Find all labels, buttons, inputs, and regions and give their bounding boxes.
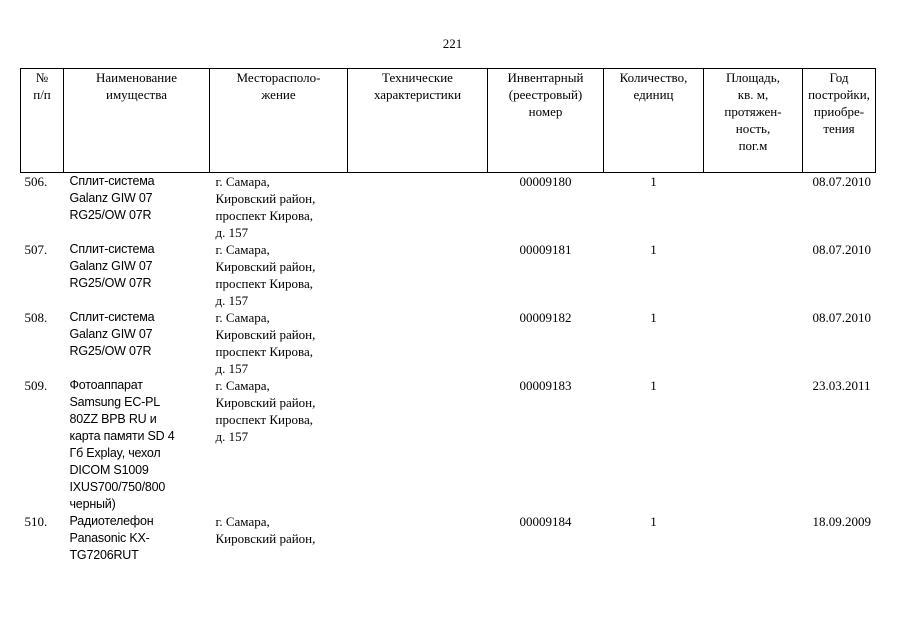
header-line: кв. м, <box>737 87 769 102</box>
item-location-line: проспект Кирова, <box>215 412 313 427</box>
item-name-line: Samsung EC-PL <box>69 395 160 409</box>
table-header <box>21 69 876 173</box>
item-location-line: Кировский район, <box>215 395 316 410</box>
item-location-line: д. 157 <box>215 293 249 308</box>
item-location-line: г. Самара, <box>215 514 270 529</box>
item-name-line: Galanz GIW 07 <box>69 191 153 205</box>
inventory-table <box>20 68 876 564</box>
item-name-line: IXUS700/750/800 <box>69 480 166 494</box>
header-line: Количество, <box>619 70 688 85</box>
header-line: Наименование <box>96 70 177 85</box>
header-line: Инвентарный <box>507 70 584 85</box>
item-name <box>64 241 210 309</box>
header-line: номер <box>528 104 563 119</box>
header-line: Площадь, <box>726 70 780 85</box>
header-number <box>21 69 64 173</box>
row-number: 509. <box>24 378 48 393</box>
item-location <box>210 173 348 242</box>
inventory-number: 00009183 <box>519 378 572 393</box>
item-location-line: проспект Кирова, <box>215 276 313 291</box>
row-number: 508. <box>24 310 48 325</box>
item-name <box>64 377 210 513</box>
item-name-line: Гб Explay, чехол <box>69 446 161 460</box>
item-date: 08.07.2010 <box>812 242 871 257</box>
table-row <box>21 309 876 377</box>
item-name-line: Galanz GIW 07 <box>69 259 153 273</box>
header-line: жение <box>261 87 296 102</box>
item-location-line: д. 157 <box>215 361 249 376</box>
item-name-line: Радиотелефон <box>69 514 154 528</box>
item-location-line: проспект Кирова, <box>215 344 313 359</box>
header-quantity <box>604 69 704 173</box>
item-area <box>704 309 803 377</box>
item-name-line: черный) <box>69 497 116 511</box>
item-location-line: Кировский район, <box>215 531 316 546</box>
item-quantity: 1 <box>650 242 657 257</box>
item-quantity: 1 <box>650 514 657 529</box>
item-location-line: г. Самара, <box>215 310 270 325</box>
inventory-number: 00009180 <box>519 174 572 189</box>
header-area <box>704 69 803 173</box>
item-quantity: 1 <box>650 378 657 393</box>
item-name-line: Сплит-система <box>69 174 155 188</box>
item-location <box>210 241 348 309</box>
header-line: пог.м <box>738 138 768 153</box>
item-area <box>704 241 803 309</box>
item-name-line: Сплит-система <box>69 310 155 324</box>
item-location-line: г. Самара, <box>215 378 270 393</box>
item-area <box>704 377 803 513</box>
item-tech <box>348 309 488 377</box>
row-number: 507. <box>24 242 48 257</box>
item-tech <box>348 513 488 564</box>
item-name <box>64 173 210 242</box>
item-location-line: г. Самара, <box>215 174 270 189</box>
item-location <box>210 309 348 377</box>
item-location-line: Кировский район, <box>215 327 316 342</box>
table-body <box>21 173 876 565</box>
item-name-line: RG25/OW 07R <box>69 208 152 222</box>
item-name <box>64 309 210 377</box>
item-name-line: RG25/OW 07R <box>69 344 152 358</box>
header-line: ность, <box>735 121 771 136</box>
item-name-line: Фотоаппарат <box>69 378 143 392</box>
header-line: тения <box>823 121 855 136</box>
table-row <box>21 377 876 513</box>
item-name-line: Galanz GIW 07 <box>69 327 153 341</box>
item-location-line: Кировский район, <box>215 259 316 274</box>
header-line: приобре- <box>813 104 865 119</box>
item-date: 08.07.2010 <box>812 174 871 189</box>
header-name <box>64 69 210 173</box>
header-tech <box>348 69 488 173</box>
header-line: Год <box>829 70 849 85</box>
item-name <box>64 513 210 564</box>
item-location-line: проспект Кирова, <box>215 208 313 223</box>
table-row <box>21 241 876 309</box>
item-location <box>210 377 348 513</box>
inventory-number: 00009184 <box>519 514 572 529</box>
item-quantity: 1 <box>650 174 657 189</box>
item-tech <box>348 173 488 242</box>
header-line: Месторасполо- <box>236 70 321 85</box>
item-location-line: д. 157 <box>215 225 249 240</box>
item-area <box>704 173 803 242</box>
page-number: 221 <box>442 36 463 51</box>
item-name-line: 80ZZ BPB RU и <box>69 412 157 426</box>
header-location <box>210 69 348 173</box>
header-line: протяжен- <box>724 104 782 119</box>
item-name-line: TG7206RUT <box>69 548 139 562</box>
row-number: 510. <box>24 514 48 529</box>
inventory-number: 00009182 <box>519 310 572 325</box>
item-quantity: 1 <box>650 310 657 325</box>
item-tech <box>348 241 488 309</box>
item-tech <box>348 377 488 513</box>
header-line: Технические <box>382 70 453 85</box>
header-line: постройки, <box>808 87 870 102</box>
header-row <box>21 69 876 173</box>
table-row <box>21 173 876 242</box>
header-line: имущества <box>106 87 167 102</box>
item-location-line: д. 157 <box>215 429 249 444</box>
item-name-line: RG25/OW 07R <box>69 276 152 290</box>
header-line: № <box>35 70 49 85</box>
item-date: 08.07.2010 <box>812 310 871 325</box>
item-location-line: г. Самара, <box>215 242 270 257</box>
item-date: 23.03.2011 <box>812 378 871 393</box>
item-name-line: Panasonic KX- <box>69 531 150 545</box>
item-name-line: Сплит-система <box>69 242 155 256</box>
inventory-number: 00009181 <box>519 242 572 257</box>
item-location <box>210 513 348 564</box>
item-area <box>704 513 803 564</box>
item-date: 18.09.2009 <box>812 514 871 529</box>
header-year <box>803 69 876 173</box>
header-line: характеристики <box>373 87 462 102</box>
row-number: 506. <box>24 174 48 189</box>
item-name-line: карта памяти SD 4 <box>69 429 175 443</box>
item-location-line: Кировский район, <box>215 191 316 206</box>
header-inventory <box>488 69 604 173</box>
header-line: (реестровый) <box>508 87 583 102</box>
header-line: п/п <box>33 87 51 102</box>
item-name-line: DICOM S1009 <box>69 463 149 477</box>
header-line: единиц <box>633 87 674 102</box>
table-row <box>21 513 876 564</box>
